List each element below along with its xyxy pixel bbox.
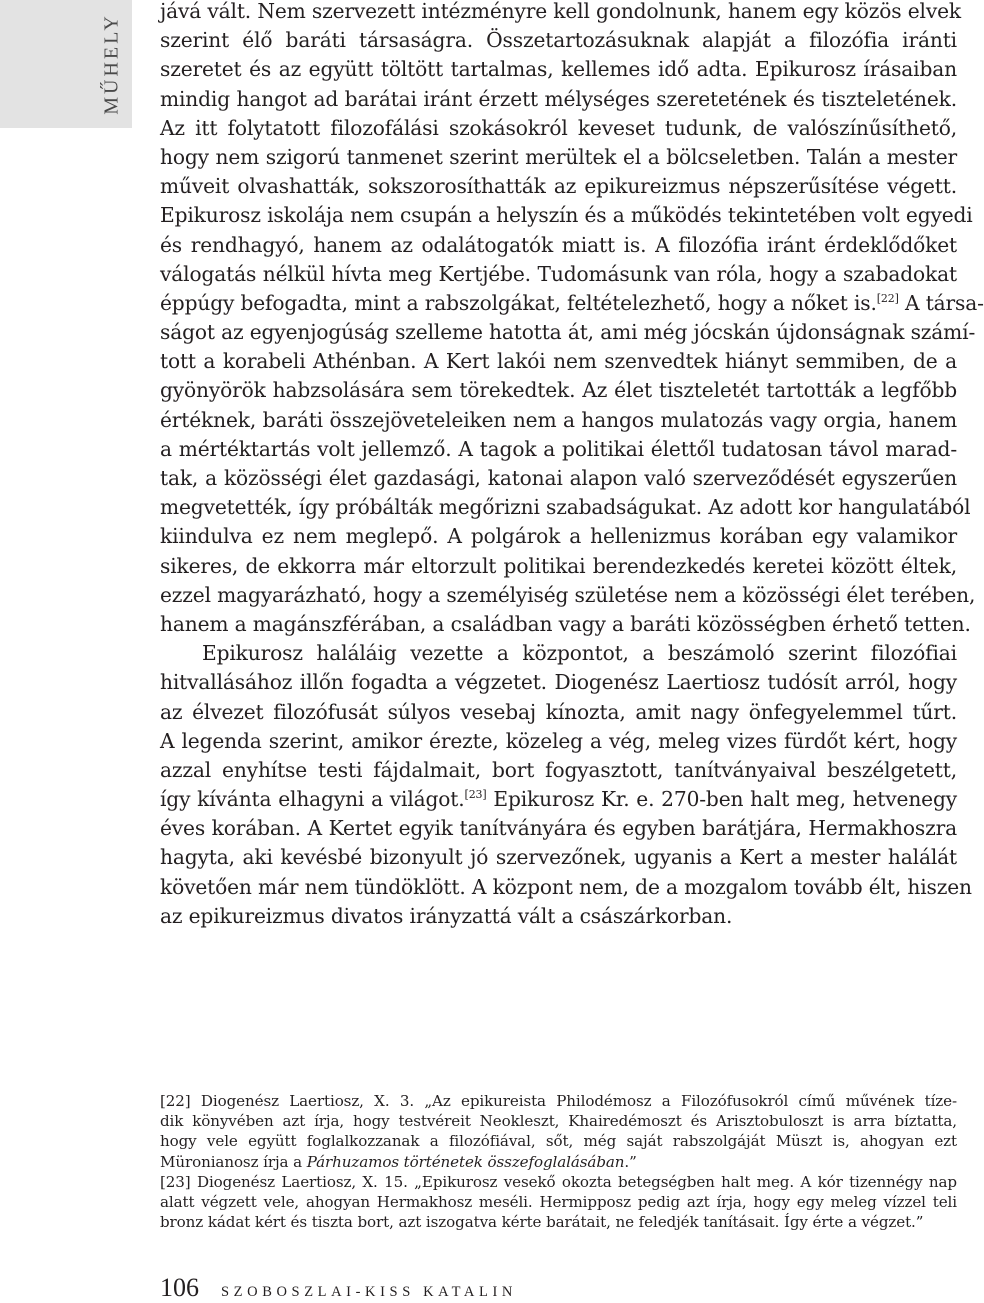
body-line: éppúgy befogadta, mint a rabszolgákat, feltételezhető, hogy a nőket is.[22] A társa- (160, 290, 984, 315)
body-line: kiindulva ez nem meglepő. A polgárok a hellenizmus korában egy valamikor (160, 524, 957, 549)
body-line: éves korában. A Kertet egyik tanítványára és egyben barátjára, Hermakhoszra (160, 816, 957, 841)
body-line: az élvezet filozófusát súlyos vesebaj kínozta, amit nagy önfegyelemmel tűrt. (160, 699, 957, 724)
body-line: ságot az egyenjogúság szelleme hatotta át, ami még jócskán újdonságnak számí- (160, 320, 976, 345)
body-line: szerint élő baráti társaságra. Összetartozásuknak alapját a filozófia iránti (160, 28, 957, 53)
body-line: jává vált. Nem szervezett intézményre kell gondolnunk, hanem egy közös elvek (160, 0, 961, 23)
section-tab (0, 0, 132, 128)
body-line: megvetették, így próbálták megőrizni szabadságukat. Az adott kor hangulatából (160, 495, 971, 520)
footnote-reference[interactable]: [22] (876, 291, 899, 305)
body-line: hagyta, aki kevésbé bizonyult jó szervezőnek, ugyanis a Kert a mester halálát (160, 845, 957, 870)
body-line: azzal enyhítse testi fájdalmait, bort fogyasztott, tanítványaival beszélgetett, (160, 757, 957, 782)
body-line: válogatás nélkül hívta meg Kertjébe. Tudomásunk van róla, hogy a szabadokat (160, 261, 957, 286)
footnote-line: alatt végzett vele, ahogyan Hermakhosz meséli. Hermipposz pedig azt írja, hogy egy meleg vízzel teli (160, 1192, 957, 1211)
footnote-line: bronz kádat kért és tiszta bort, azt iszogatva kérte barátait, ne feledjék tanításait. Így érte a végzet.” (160, 1213, 924, 1232)
footnote-line: Müronianosz írja a Párhuzamos történetek összefoglalásában.” (160, 1152, 637, 1171)
page-footer (160, 1273, 517, 1303)
running-author: SZOBOSZLAI-KISS KATALIN (221, 1284, 517, 1300)
body-line: így kívánta elhagyni a világot.[23] Epikurosz Kr. e. 270-ben halt meg, hetvenegy (160, 787, 957, 812)
body-line: a mértéktartás volt jellemző. A tagok a politikai élettől tudatosan távol marad- (160, 436, 957, 461)
body-line: tott a korabeli Athénban. A Kert lakói nem szenvedtek hiányt semmiben, de a (160, 349, 957, 374)
footnotes (160, 1091, 957, 1232)
book-title: Párhuzamos történetek összefoglalásában (306, 1152, 625, 1171)
body-line: követően már nem tündöklött. A központ nem, de a mozgalom tovább élt, hiszen (160, 874, 972, 899)
body-line: Epikurosz iskolája nem csupán a helyszín és a működés tekintetében volt egyedi (160, 203, 973, 228)
page-number: 106 (160, 1273, 199, 1302)
body-line: tak, a közösségi élet gazdasági, katonai alapon való szerveződését egyszerűen (160, 466, 957, 490)
body-text (160, 0, 984, 931)
footnote-reference[interactable]: [23] (464, 788, 487, 802)
body-line: hitvallásához illőn fogadta a végzetet. Diogenész Laertiosz tudósít arról, hogy (160, 670, 957, 695)
body-line: az epikureizmus divatos irányzattá vált a császárkorban. (160, 903, 733, 928)
body-line: mindig hangot ad barátai iránt érzett mélységes szeretetének és tiszteletének. (160, 86, 957, 111)
footnote-line: [22] Diogenész Laertiosz, X. 3. „Az epikureista Philodémosz a Filozófusokról című művének tíze- (160, 1092, 957, 1110)
footnote-line: hogy vele együtt foglalkozzanak a filozófiával, sőt, még saját rabszolgáját Müszt is, ahogyan ezt (160, 1132, 957, 1151)
body-line: Az itt folytatott filozofálási szokásokról keveset tudunk, de valószínűsíthető, (160, 115, 957, 140)
body-line: ezzel magyarázható, hogy a személyiség születése nem a közösségi élet terében, (160, 582, 976, 607)
body-line: hanem a magánszférában, a családban vagy a baráti közösségben érhető tetten. (160, 611, 971, 636)
section-label: MŰHELY (100, 13, 123, 115)
body-line: értéknek, baráti összejöveteleiken nem a hangos mulatozás vagy orgia, hanem (160, 407, 957, 432)
body-line: Epikurosz haláláig vezette a központot, a beszámoló szerint filozófiai (202, 641, 957, 666)
footnote-line: [23] Diogenész Laertiosz, X. 15. „Epikurosz vesekő okozta betegségben halt meg. A kór tizennégy nap (160, 1172, 957, 1191)
body-line: hogy nem szigorú tanmenet szerint merültek el a bölcseletben. Talán a mester (160, 144, 957, 169)
body-line: műveit olvashatták, sokszorosíthatták az epikureizmus népszerűsítése végett. (160, 174, 957, 199)
body-line: szeretet és az együtt töltött tartalmas, kellemes idő adta. Epikurosz írásaiban (160, 57, 957, 82)
footnote-line: dik könyvében azt írja, hogy testvéreit Neokleszt, Khairedémoszt és Arisztobuloszt is arra bíztatta, (160, 1112, 957, 1131)
body-line: A legenda szerint, amikor érezte, közeleg a vég, meleg vizes fürdőt kért, hogy (160, 728, 957, 753)
body-line: gyönyörök habzsolására sem törekedtek. Az élet tiszteletét tartották a legfőbb (160, 378, 957, 403)
body-line: sikeres, de ekkorra már eltorzult politikai berendezkedés keretei között éltek, (160, 553, 957, 578)
body-line: és rendhagyó, hanem az odalátogatók miatt is. A filozófia iránt érdeklődőket (160, 232, 957, 257)
